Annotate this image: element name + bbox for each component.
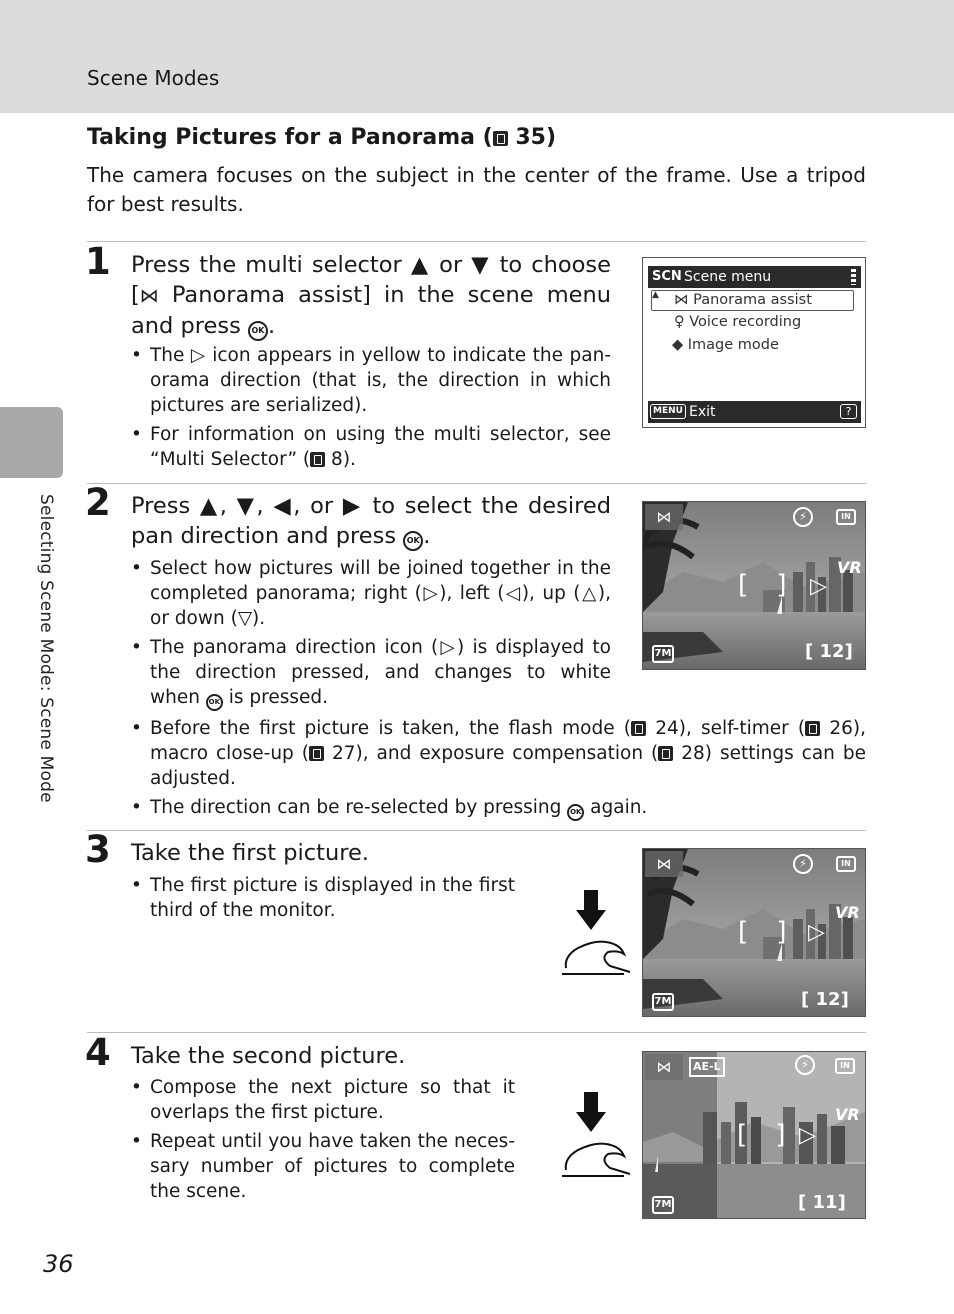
image-size-icon: 7M [652, 1196, 674, 1214]
menu-title-bar [648, 266, 861, 288]
intro-text: The camera focuses on the subject in the center of the frame. Use a tripod for best results. [87, 163, 866, 216]
section-title: Taking Pictures for a Panorama ( 35) [87, 125, 557, 150]
menu-item-panorama-assist[interactable]: ⋈ Panorama assist [674, 292, 812, 308]
ok-button-icon: OK [567, 804, 584, 821]
scene-mode-icon: SCN [652, 269, 682, 284]
step-heading: Press ▲, ▼, ◀, or ▶ to select the desired pan direction and press OK . [131, 493, 611, 549]
running-header: Scene Modes [87, 66, 220, 90]
panorama-icon: ⋈ [139, 285, 159, 307]
microphone-icon: ♀ [674, 314, 685, 330]
step-heading: Take the second picture. [131, 1043, 406, 1069]
panorama-mode-icon: ⋈ [645, 504, 683, 530]
page-ref-icon [631, 721, 646, 736]
scene-menu-screen [642, 257, 866, 428]
pan-direction-arrow-icon: ▷ [799, 1123, 816, 1148]
menu-item-image-mode[interactable]: ◆ Image mode [672, 337, 779, 353]
frames-remaining: [ 11] [798, 1192, 846, 1213]
panorama-mode-icon: ⋈ [645, 851, 683, 877]
monitor-image [643, 502, 865, 669]
image-size-icon: 7M [652, 993, 674, 1011]
camera-monitor-first-picture [642, 848, 866, 1017]
page-ref-icon [805, 721, 820, 736]
vr-icon: VR [837, 558, 862, 577]
ok-button-icon: OK [403, 531, 423, 551]
internal-memory-icon: IN [836, 856, 856, 872]
divider [87, 241, 866, 242]
bullet-item: • Compose the next picture so that it overlaps the first picture. [131, 1075, 515, 1125]
step-bullets-wide [131, 716, 866, 825]
vr-icon: VR [835, 903, 860, 922]
flash-off-icon: ⚡ [793, 854, 813, 874]
bullet-item: • Before the first picture is taken, the flash mode ( 24), self-timer ( 26), macro close-up ( 27), and exposure compensation ( 28) settings can be adjusted. [131, 716, 866, 791]
internal-memory-icon: IN [836, 509, 856, 525]
page-ref-icon [310, 452, 325, 467]
page-ref-icon [658, 746, 673, 761]
focus-brackets: [ ] [737, 1120, 796, 1150]
page-ref-icon [309, 746, 324, 761]
flash-off-icon: ⚡ [795, 1055, 815, 1075]
bullet-item: • The first picture is displayed in the first third of the monitor. [131, 873, 515, 923]
frames-remaining: [ 12] [805, 641, 853, 662]
header-band [0, 0, 954, 113]
focus-brackets: [ ] [738, 570, 797, 600]
bullet-item: • The panorama direction icon (▷) is displayed to the direction pressed, and changes to white when OK is pressed. [131, 635, 611, 711]
step-bullets [131, 873, 515, 927]
flash-off-icon: ⚡ [793, 507, 813, 527]
pan-direction-arrow-icon: ▷ [810, 574, 827, 599]
camera-monitor-pan-direction [642, 501, 866, 670]
step-bullets [131, 1075, 515, 1208]
chapter-tab-label: Selecting Scene Mode: Scene Mode [36, 494, 56, 803]
scroll-indicator-icon [851, 269, 856, 285]
camera-monitor-second-picture [642, 1051, 866, 1219]
bullet-item: • The ▷ icon appears in yellow to indicate the panorama direction (that is, the direction in which pictures are serialized). [131, 343, 611, 418]
focus-brackets: [ ] [738, 917, 797, 947]
menu-button-icon: MENU [650, 404, 686, 419]
shutter-press-icon [560, 888, 632, 980]
step-number: 2 [85, 481, 111, 524]
step-heading: Press the multi selector ▲ or ▼ to choose [⋈ Panorama assist] in the scene menu and press OK . [131, 252, 611, 339]
menu-footer [648, 401, 861, 423]
ok-button-icon: OK [248, 321, 268, 341]
monitor-overlay [643, 1052, 865, 1218]
menu-item-voice-recording[interactable]: ♀ Voice recording [674, 314, 802, 330]
divider [87, 1032, 866, 1033]
panorama-mode-icon: ⋈ [645, 1054, 683, 1080]
bullet-item: • Select how pictures will be joined together in the completed panorama; right (▷), left (◁), up (△), or down (▽). [131, 556, 611, 631]
panorama-icon: ⋈ [674, 292, 689, 308]
image-size-icon: 7M [652, 645, 674, 663]
bullet-item: • Repeat until you have taken the necessary number of pictures to complete the scene. [131, 1129, 515, 1204]
monitor-overlay [643, 849, 865, 1016]
step-bullets [131, 556, 611, 715]
menu-title: Scene menu [684, 269, 772, 285]
pan-direction-arrow-icon: ▷ [808, 920, 825, 945]
help-icon: ? [840, 404, 857, 419]
exit-label: Exit [689, 404, 716, 420]
ae-lock-icon: AE-L [689, 1057, 725, 1077]
divider [87, 830, 866, 831]
vr-icon: VR [835, 1105, 860, 1124]
step-number: 1 [85, 240, 111, 283]
chapter-tab [0, 407, 63, 478]
page-number: 36 [43, 1250, 74, 1278]
step-number: 3 [85, 828, 111, 871]
divider [87, 483, 866, 484]
internal-memory-icon: IN [835, 1058, 855, 1074]
page-ref: 35 [515, 125, 546, 150]
bullet-item: • The direction can be re-selected by pressing OK again. [131, 795, 866, 821]
scroll-up-icon: ▲ [652, 290, 659, 300]
ok-button-icon: OK [206, 694, 223, 711]
step-heading: Take the first picture. [131, 840, 369, 866]
frames-remaining: [ 12] [801, 989, 849, 1010]
bullet-item: • For information on using the multi selector, see “Multi Selector” ( 8). [131, 422, 611, 472]
shutter-press-icon [560, 1090, 632, 1182]
step-number: 4 [85, 1031, 111, 1074]
step-bullets [131, 343, 611, 476]
page-ref-icon [493, 131, 508, 146]
image-mode-icon: ◆ [672, 337, 684, 353]
